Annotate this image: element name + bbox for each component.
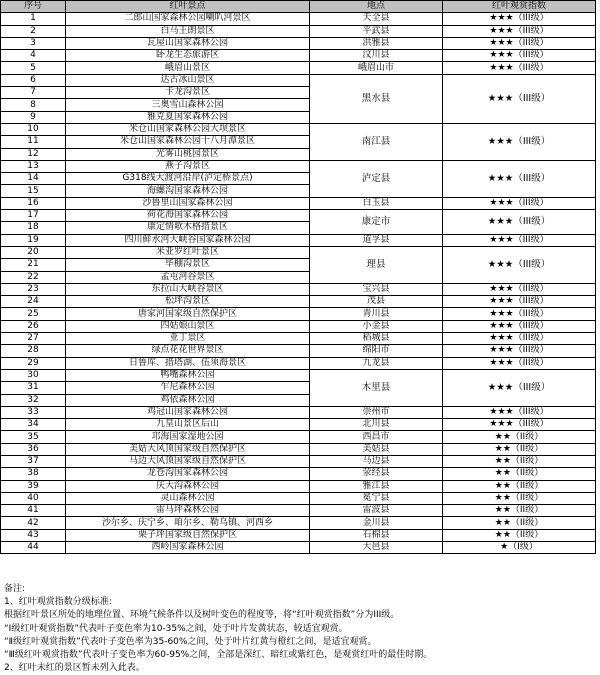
viewing-index: ★★★（III级） [443, 369, 596, 406]
table-row [1, 37, 596, 49]
row-number: 34 [1, 419, 66, 431]
table-row [1, 443, 596, 455]
table-row [1, 480, 596, 492]
viewing-index: ★★★（III级） [443, 308, 596, 320]
table-row [1, 542, 596, 554]
table-row [1, 345, 596, 357]
table-row [1, 123, 596, 135]
scenic-spot-name: 栗子坪国家级自然保护区 [66, 529, 310, 541]
viewing-index: ★★（II级） [443, 443, 596, 455]
scenic-spot-name: 雅克夏国家森林公园 [66, 111, 310, 123]
table-row [1, 517, 596, 529]
row-number: 6 [1, 74, 66, 86]
location-cell: 南江县 [310, 123, 443, 160]
scenic-spot-name: 鸡冠山国家森林公园 [66, 406, 310, 418]
row-number: 22 [1, 271, 66, 283]
scenic-spot-name: 康定情歌木格措景区 [66, 222, 310, 234]
row-number: 20 [1, 246, 66, 258]
location-cell: 黑水县 [310, 74, 443, 123]
row-number: 16 [1, 197, 66, 209]
scenic-spot-name: 沙尔乡、庆宁乡、咱尔乡、勒乌镇、河西乡 [66, 517, 310, 529]
table-row [1, 431, 596, 443]
row-number: 38 [1, 468, 66, 480]
scenic-spot-name: 龙苍沟国家森林公园 [66, 468, 310, 480]
scenic-spot-name: 米仓山国家森林公园十八月潭景区 [66, 136, 310, 148]
viewing-index: ★★★（III级） [443, 50, 596, 62]
row-number: 44 [1, 542, 66, 554]
notes-heading: 备注: [4, 584, 26, 594]
viewing-index: ★★★（III级） [443, 210, 596, 235]
header-viewing-index: 红叶观赏指数 [443, 1, 596, 13]
notes-line: 根据红叶景区所处的地理位置、环境气候条件以及树叶变色的程度等，将“红叶观赏指数”分为III级。 [4, 610, 400, 621]
row-number: 2 [1, 25, 66, 37]
scenic-spot-name: 东拉山大峡谷景区 [66, 283, 310, 295]
scenic-spot-name: 四川鲜水河大峡谷国家森林公园 [66, 234, 310, 246]
viewing-index: ★★★（III级） [443, 160, 596, 197]
row-number: 24 [1, 296, 66, 308]
location-cell: 石棉县 [310, 529, 443, 541]
viewing-index: ★★★（III级） [443, 123, 596, 160]
location-cell: 荥经县 [310, 468, 443, 480]
viewing-index: ★★（II级） [443, 468, 596, 480]
row-number: 19 [1, 234, 66, 246]
location-cell: 天全县 [310, 13, 443, 25]
viewing-index: ★★（II级） [443, 455, 596, 467]
scenic-spot-name: 沙鲁里山国家森林公园 [66, 197, 310, 209]
location-cell: 汶川县 [310, 50, 443, 62]
table-row [1, 505, 596, 517]
row-number: 5 [1, 62, 66, 74]
scenic-spot-name: 三奥雪山森林公园 [66, 99, 310, 111]
viewing-index: ★★★（III级） [443, 357, 596, 369]
notes-line: 1、红叶观赏指数分级标准: [4, 597, 112, 608]
table-row [1, 160, 596, 172]
scenic-spot-name: 鸡依森林公园 [66, 394, 310, 406]
scenic-spot-name: 西岭国家森林公园 [66, 542, 310, 554]
scenic-spot-name: 美姑大风顶国家级自然保护区 [66, 443, 310, 455]
scenic-spot-name: 孟屯河谷景区 [66, 271, 310, 283]
scenic-spot-name: 海螺沟国家森林公园 [66, 185, 310, 197]
table-row [1, 406, 596, 418]
table-row [1, 283, 596, 295]
row-number: 9 [1, 111, 66, 123]
row-number: 33 [1, 406, 66, 418]
scenic-spot-name: 光雾山桃园景区 [66, 148, 310, 160]
row-number: 35 [1, 431, 66, 443]
location-cell: 美姑县 [310, 443, 443, 455]
scenic-spot-name: 峨眉山景区 [66, 62, 310, 74]
scenic-spot-name: 松坪沟景区 [66, 296, 310, 308]
notes-line: 2、红叶未红的景区暂未列入此表。 [4, 663, 145, 674]
row-number: 31 [1, 382, 66, 394]
row-number: 13 [1, 160, 66, 172]
location-cell: 大邑县 [310, 542, 443, 554]
viewing-index: ★★★（III级） [443, 197, 596, 209]
viewing-index: ★★★（III级） [443, 13, 596, 25]
scenic-spot-name: 日鲁库、措塔湖、伍须海景区 [66, 357, 310, 369]
viewing-index: ★★（II级） [443, 492, 596, 504]
row-number: 42 [1, 517, 66, 529]
row-number: 27 [1, 333, 66, 345]
row-number: 18 [1, 222, 66, 234]
table-row [1, 13, 596, 25]
header-location: 地点 [310, 1, 443, 13]
row-number: 40 [1, 492, 66, 504]
header-scenic-spot: 红叶景点 [66, 1, 310, 13]
viewing-index: ★★（II级） [443, 480, 596, 492]
scenic-spot-name: 四姑娘山景区 [66, 320, 310, 332]
location-cell: 康定市 [310, 210, 443, 235]
scenic-spot-name: 鸭嘴森林公园 [66, 369, 310, 381]
viewing-index: ★★★（III级） [443, 345, 596, 357]
table-row [1, 197, 596, 209]
location-cell: 雅江县 [310, 480, 443, 492]
row-number: 4 [1, 50, 66, 62]
row-number: 39 [1, 480, 66, 492]
location-cell: 小金县 [310, 320, 443, 332]
scenic-spot-name: 燕子沟景区 [66, 160, 310, 172]
notes-line: “Ⅲ级红叶观赏指数”代表叶子变色率为60-95%之间，全部是深红、暗红或紫红色，是观赏红叶的最佳时期。 [4, 649, 433, 660]
scenic-spot-name: 米仓山国家森林公园大坝景区 [66, 123, 310, 135]
viewing-index: ★★★（III级） [443, 25, 596, 37]
location-cell: 冕宁县 [310, 492, 443, 504]
location-cell: 峨眉山市 [310, 62, 443, 74]
viewing-index: ★★★（III级） [443, 320, 596, 332]
table-row [1, 492, 596, 504]
viewing-index: ★★（II级） [443, 431, 596, 443]
table-row [1, 333, 596, 345]
table-row [1, 369, 596, 381]
row-number: 43 [1, 529, 66, 541]
table-row [1, 468, 596, 480]
row-number: 1 [1, 13, 66, 25]
location-cell: 茂县 [310, 296, 443, 308]
table-row [1, 50, 596, 62]
row-number: 41 [1, 505, 66, 517]
notes-section [4, 583, 596, 675]
location-cell: 西昌市 [310, 431, 443, 443]
table-row [1, 308, 596, 320]
location-cell: 金川县 [310, 517, 443, 529]
table-row [1, 234, 596, 246]
row-number: 26 [1, 320, 66, 332]
table-row [1, 62, 596, 74]
scenic-spot-name: 绿点花花世界景区 [66, 345, 310, 357]
table-row [1, 419, 596, 431]
location-cell: 稻城县 [310, 333, 443, 345]
row-number: 15 [1, 185, 66, 197]
scenic-spot-name: 九皇山景区后山 [66, 419, 310, 431]
row-number: 23 [1, 283, 66, 295]
row-number: 12 [1, 148, 66, 160]
scenic-spot-name: 亚丁景区 [66, 333, 310, 345]
row-number: 32 [1, 394, 66, 406]
scenic-spot-name: 马边大风顶国家级自然保护区 [66, 455, 310, 467]
row-number: 11 [1, 136, 66, 148]
scenic-spot-name: 米亚罗红叶景区 [66, 246, 310, 258]
viewing-index: ★★★（III级） [443, 246, 596, 283]
viewing-index: ★★★（III级） [443, 333, 596, 345]
scenic-spot-name: 唐家河国家级自然保护区 [66, 308, 310, 320]
viewing-index: ★★★（III级） [443, 406, 596, 418]
location-cell: 木里县 [310, 369, 443, 406]
scenic-spot-name: 乍尼森林公园 [66, 382, 310, 394]
row-number: 3 [1, 37, 66, 49]
scenic-spot-name: 雷马坪森林公园 [66, 505, 310, 517]
location-cell: 青川县 [310, 308, 443, 320]
header-number: 序号 [1, 1, 66, 13]
row-number: 28 [1, 345, 66, 357]
scenic-spot-name: 白马王朗景区 [66, 25, 310, 37]
notes-line: “Ⅱ级红叶观赏指数”代表叶子变色率为35-60%之间，处于叶片红黄与橙红之间，是适宜观赏。 [4, 636, 377, 647]
scenic-spot-name: 卧龙生态旅游区 [66, 50, 310, 62]
row-number: 29 [1, 357, 66, 369]
location-cell: 白玉县 [310, 197, 443, 209]
table-body [1, 13, 596, 554]
row-number: 7 [1, 87, 66, 99]
viewing-index: ★★（II级） [443, 517, 596, 529]
location-cell: 平武县 [310, 25, 443, 37]
table-row [1, 210, 596, 222]
viewing-index: ★★★（III级） [443, 74, 596, 123]
viewing-index: ★（I级） [443, 542, 596, 554]
row-number: 17 [1, 210, 66, 222]
table-row [1, 320, 596, 332]
viewing-index: ★★★（III级） [443, 62, 596, 74]
table-row [1, 296, 596, 308]
table-row [1, 25, 596, 37]
row-number: 14 [1, 173, 66, 185]
table-row [1, 357, 596, 369]
scenic-spot-name: 荷花海国家森林公园 [66, 210, 310, 222]
scenic-spot-name: 卡龙沟景区 [66, 87, 310, 99]
table-row [1, 246, 596, 258]
location-cell: 理县 [310, 246, 443, 283]
viewing-index: ★★（II级） [443, 505, 596, 517]
row-number: 25 [1, 308, 66, 320]
table-row [1, 529, 596, 541]
location-cell: 九龙县 [310, 357, 443, 369]
table-row [1, 74, 596, 86]
scenic-spot-name: 毕棚沟景区 [66, 259, 310, 271]
table-header-row [1, 1, 596, 13]
row-number: 21 [1, 259, 66, 271]
table-row [1, 455, 596, 467]
location-cell: 北川县 [310, 419, 443, 431]
location-cell: 绵阳市 [310, 345, 443, 357]
row-number: 30 [1, 369, 66, 381]
scenic-spot-name: 灵山森林公园 [66, 492, 310, 504]
notes-line: “Ⅰ级红叶观赏指数”代表叶子变色率为10-35%之间，处于叶片发黄状态，较适宜观赏。 [4, 623, 348, 634]
row-number: 37 [1, 455, 66, 467]
scenic-spot-name: 庆大沟森林公园 [66, 480, 310, 492]
location-cell: 道孚县 [310, 234, 443, 246]
location-cell: 雷波县 [310, 505, 443, 517]
row-number: 36 [1, 443, 66, 455]
scenic-spot-name: 邛海国家湿地公园 [66, 431, 310, 443]
viewing-index: ★★★（III级） [443, 419, 596, 431]
location-cell: 泸定县 [310, 160, 443, 197]
scenic-spot-name: 瓦屋山国家森林公园 [66, 37, 310, 49]
scenic-spot-name: G318线大渡河沿岸(泸定桥景点) [66, 173, 310, 185]
row-number: 8 [1, 99, 66, 111]
viewing-index: ★★（II级） [443, 529, 596, 541]
scenic-spot-name: 达古冰山景区 [66, 74, 310, 86]
location-cell: 崇州市 [310, 406, 443, 418]
viewing-index: ★★★（III级） [443, 234, 596, 246]
scenic-spot-name: 二郎山国家森林公园喇叭河景区 [66, 13, 310, 25]
location-cell: 洪雅县 [310, 37, 443, 49]
location-cell: 宝兴县 [310, 283, 443, 295]
location-cell: 马边县 [310, 455, 443, 467]
viewing-index: ★★★（III级） [443, 283, 596, 295]
row-number: 10 [1, 123, 66, 135]
viewing-index: ★★★（III级） [443, 296, 596, 308]
viewing-index: ★★★（III级） [443, 37, 596, 49]
